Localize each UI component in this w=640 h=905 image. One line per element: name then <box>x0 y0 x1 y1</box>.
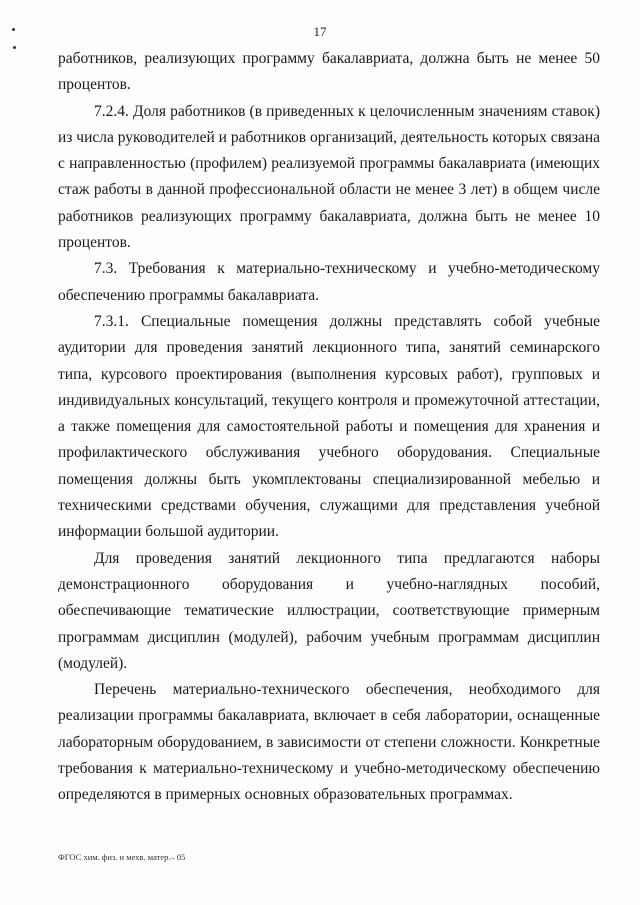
page-number: 17 <box>313 24 327 39</box>
paragraph-material-list: Перечень материально-технического обеспечения, необходимого для реализации программы бакалавриата, включает в себя лаборатории, оснащенные лабораторным оборудованием, в зависимости от степени сложности. Конкретные требования к материально-техническому и учебно-методическому обеспечению определяются в примерных основных образовательных программах. <box>58 681 600 804</box>
paragraph-lecture-equipment: Для проведения занятий лекционного типа предлагаются наборы демонстрационного оборудования и учебно-наглядных пособий, обеспечивающие тематические иллюстрации, соответствующие примерным программам дисциплин (модулей), рабочим учебным программам дисциплин (модулей). <box>58 549 600 672</box>
paragraph-7-3: 7.3. Требования к материально-техническому и учебно-методическому обеспечению программы бакалавриата. <box>58 260 600 304</box>
scan-speck <box>13 46 16 49</box>
footer-code: ФГОС хим. физ. и мехв. матер.– 05 <box>58 852 186 862</box>
paragraph-continuation: работников, реализующих программу бакалавриата, должна быть не менее 50 процентов. <box>58 50 600 94</box>
paragraph-7-3-1: 7.3.1. Специальные помещения должны представлять собой учебные аудитории для проведения занятий лекционного типа, занятий семинарского типа, курсового проектирования (выполнения курсовых работ), групповых и индивидуальных консультаций, текущего контроля и промежуточной аттестации, а также помещения для самостоятельной работы и помещения для хранения и профилактического обслуживания учебного оборудования. Специальные помещения должны быть укомплектованы специализированной мебелью и техническими средствами обучения, служащими для представления учебной информации большой аудитории. <box>58 312 600 541</box>
body-text <box>58 46 600 809</box>
paragraph-7-2-4: 7.2.4. Доля работников (в приведенных к целочисленным значениям ставок) из числа руководителей и работников организаций, деятельность которых связана с направленностью (профилем) реализуемой программы бакалавриата (имеющих стаж работы в данной профессиональной области не менее 3 лет) в общем числе работников реализующих программу бакалавриата, должна быть не менее 10 процентов. <box>58 102 601 252</box>
